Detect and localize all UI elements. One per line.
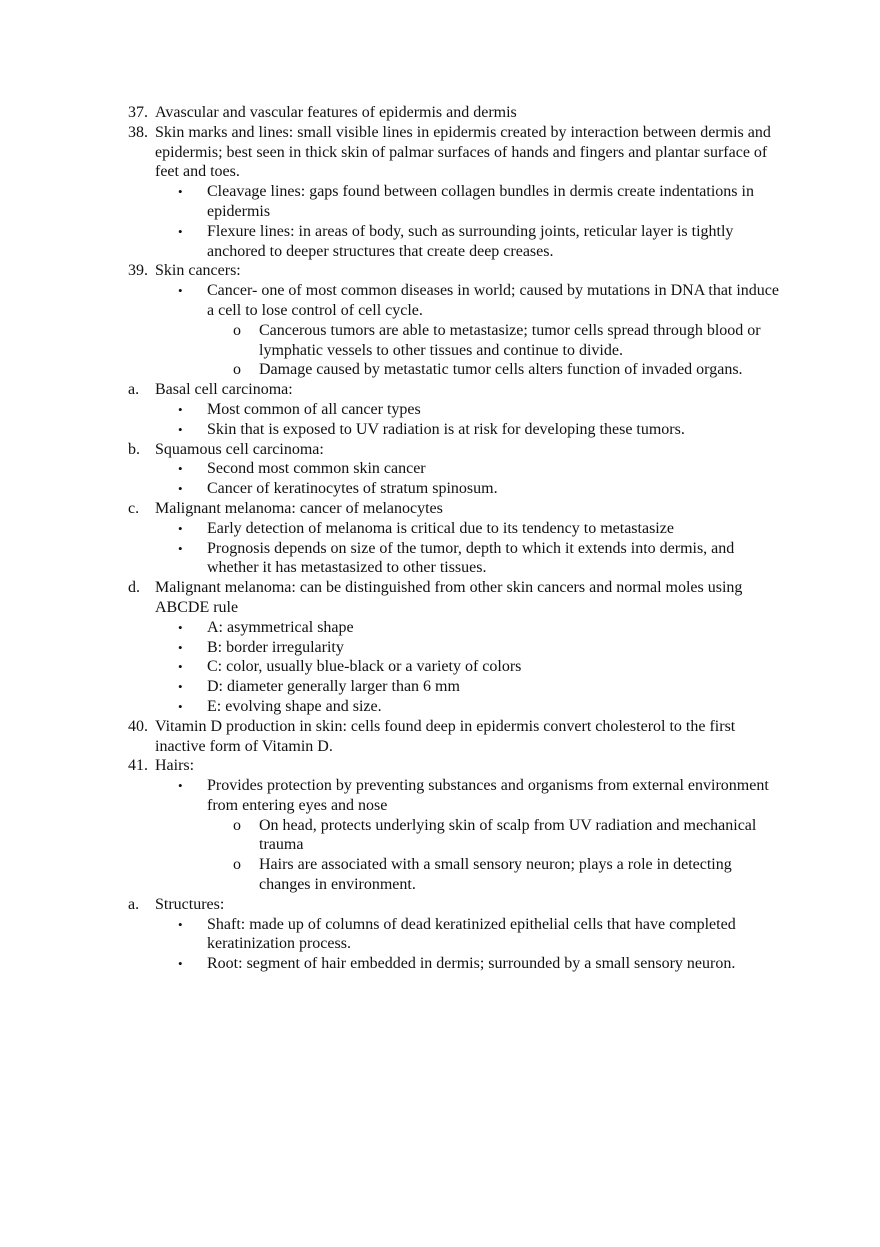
item-text: B: border irregularity xyxy=(207,638,344,656)
bullet-marker: • xyxy=(178,679,183,695)
outline-item xyxy=(0,400,880,420)
item-number: 37. xyxy=(128,104,148,121)
item-text: Cancer- one of most common diseases in world; caused by mutations in DNA that induce a cell to lose control of cell cycle. xyxy=(207,282,780,319)
item-text: Malignant melanoma: cancer of melanocytes xyxy=(155,499,443,517)
item-text: D: diameter generally larger than 6 mm xyxy=(207,678,460,696)
outline-item xyxy=(0,855,880,895)
outline-item xyxy=(0,816,880,856)
bullet-marker: • xyxy=(178,283,183,299)
item-text: C: color, usually blue-black or a variety of colors xyxy=(207,658,522,676)
bullet-marker: • xyxy=(178,619,183,635)
item-text: Vitamin D production in skin: cells found deep in epidermis convert cholesterol to the first inactive form of Vitamin D. xyxy=(155,717,736,755)
item-text: A: asymmetrical shape xyxy=(207,618,354,636)
sub-bullet-marker: o xyxy=(233,321,241,339)
outline-item xyxy=(0,360,880,380)
bullet-marker: • xyxy=(178,916,183,932)
item-number: 40. xyxy=(128,717,148,735)
outline-item xyxy=(0,895,880,915)
outline-item xyxy=(0,459,880,479)
bullet-marker: • xyxy=(178,421,183,437)
outline-item xyxy=(0,261,880,281)
item-number: 38. xyxy=(128,123,148,141)
item-number: d. xyxy=(128,579,140,597)
outline-item xyxy=(0,915,880,955)
item-text: Skin marks and lines: small visible lines in epidermis created by interaction between dermis and epidermis; best seen in thick skin of palmar surfaces of hands and fingers and plantar surface of feet and toes. xyxy=(155,123,771,181)
outline-item xyxy=(0,578,880,618)
item-text: Malignant melanoma: can be distinguished from other skin cancers and normal moles using ABCDE rule xyxy=(155,579,743,616)
bullet-marker: • xyxy=(178,461,183,477)
outline-item xyxy=(0,321,880,361)
outline-item xyxy=(0,420,880,440)
item-text: On head, protects underlying skin of scalp from UV radiation and mechanical trauma xyxy=(259,816,757,854)
item-text: Most common of all cancer types xyxy=(207,400,421,418)
item-text: Skin that is exposed to UV radiation is at risk for developing these tumors. xyxy=(207,420,685,438)
outline-item xyxy=(0,954,880,974)
item-text: Shaft: made up of columns of dead keratinized epithelial cells that have completed keratinization process. xyxy=(207,915,736,953)
item-text: Hairs are associated with a small sensory neuron; plays a role in detecting changes in environment. xyxy=(259,856,732,894)
outline-item xyxy=(0,440,880,460)
item-text: Prognosis depends on size of the tumor, depth to which it extends into dermis, and whether it has metastasized to other tissues. xyxy=(207,539,735,577)
item-text: Damage caused by metastatic tumor cells alters function of invaded organs. xyxy=(259,361,743,379)
item-text: Flexure lines: in areas of body, such as surrounding joints, reticular layer is tightly anchored to deeper structures that create deep creases. xyxy=(207,222,734,260)
item-number: 39. xyxy=(128,262,148,280)
outline-item xyxy=(0,638,880,658)
outline-item xyxy=(0,103,880,123)
item-text: Cancerous tumors are able to metastasize; tumor cells spread through blood or lymphatic vessels to other tissues and continue to divide. xyxy=(259,321,761,359)
item-text: Cleavage lines: gaps found between collagen bundles in dermis create indentations in epidermis xyxy=(207,183,754,220)
sub-bullet-marker: o xyxy=(233,816,241,834)
bullet-marker: • xyxy=(178,540,183,556)
item-text: Basal cell carcinoma: xyxy=(155,381,293,399)
item-number: a. xyxy=(128,895,140,913)
item-text: Skin cancers: xyxy=(155,262,241,280)
bullet-marker: • xyxy=(178,520,183,536)
item-text: Squamous cell carcinoma: xyxy=(155,440,324,458)
outline-item xyxy=(0,499,880,519)
bullet-marker: • xyxy=(178,778,183,794)
outline-item xyxy=(0,539,880,579)
outline-item xyxy=(0,776,880,816)
outline-item xyxy=(0,182,880,222)
item-number: 41. xyxy=(128,757,148,775)
item-text: Early detection of melanoma is critical due to its tendency to metastasize xyxy=(207,519,674,537)
item-number: a. xyxy=(128,381,140,399)
item-text: Cancer of keratinocytes of stratum spinosum. xyxy=(207,480,498,498)
outline-item xyxy=(0,222,880,262)
item-number: b. xyxy=(128,440,140,458)
bullet-marker: • xyxy=(178,401,183,417)
bullet-marker: • xyxy=(178,659,183,675)
outline-item xyxy=(0,697,880,717)
item-text: Second most common skin cancer xyxy=(207,460,426,478)
item-text: Root: segment of hair embedded in dermis; surrounded by a small sensory neuron. xyxy=(207,955,736,973)
outline-item xyxy=(0,281,880,321)
item-text: Hairs: xyxy=(155,757,195,775)
item-text: Provides protection by preventing substances and organisms from external environment from entering eyes and nose xyxy=(207,777,769,814)
outline-item xyxy=(0,618,880,638)
bullet-marker: • xyxy=(178,223,183,239)
bullet-marker: • xyxy=(178,639,183,655)
item-text: Structures: xyxy=(155,895,225,913)
outline-item xyxy=(0,717,880,757)
outline-item xyxy=(0,479,880,499)
bullet-marker: • xyxy=(178,184,183,200)
bullet-marker: • xyxy=(178,956,183,972)
outline-item xyxy=(0,677,880,697)
document-page xyxy=(0,103,880,974)
sub-bullet-marker: o xyxy=(233,856,241,874)
outline-item xyxy=(0,123,880,182)
item-number: c. xyxy=(128,499,140,517)
sub-bullet-marker: o xyxy=(233,361,241,379)
outline-item xyxy=(0,756,880,776)
item-text: Avascular and vascular features of epidermis and dermis xyxy=(155,104,517,121)
outline-item xyxy=(0,380,880,400)
bullet-marker: • xyxy=(178,698,183,714)
outline-item xyxy=(0,519,880,539)
item-text: E: evolving shape and size. xyxy=(207,697,382,715)
outline-item xyxy=(0,657,880,677)
bullet-marker: • xyxy=(178,481,183,497)
